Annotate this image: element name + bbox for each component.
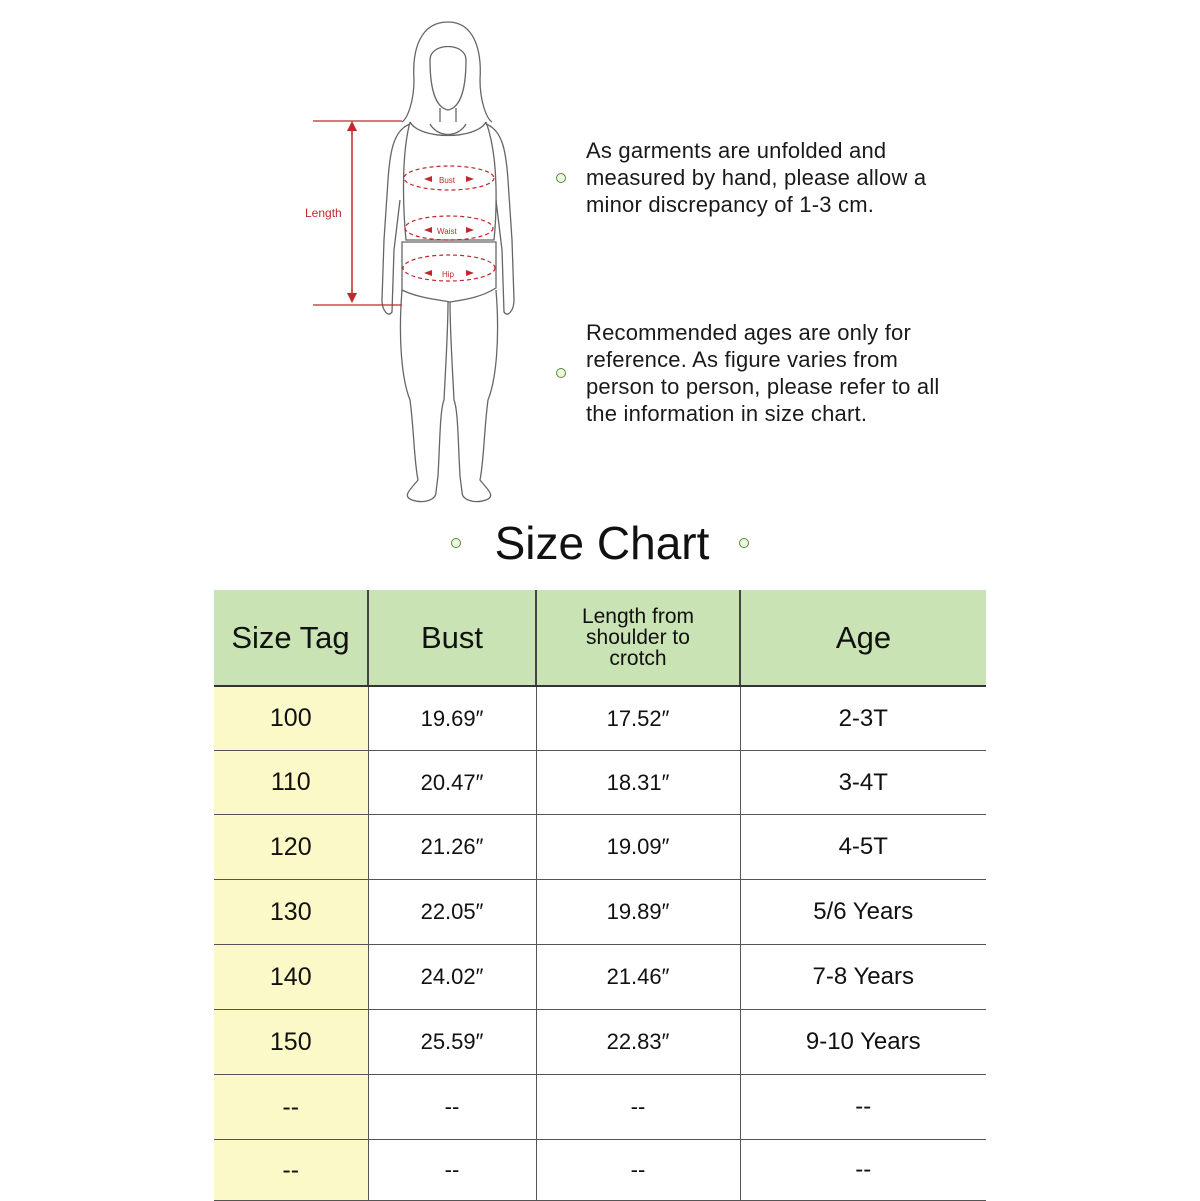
length-label: Length <box>305 206 342 220</box>
bullet-icon <box>451 538 461 548</box>
table-row <box>214 880 986 945</box>
cell-age: 7-8 Years <box>740 945 986 1010</box>
cell-bust: -- <box>368 1140 536 1201</box>
table-row <box>214 751 986 815</box>
size-chart-table <box>214 590 986 1201</box>
note-discrepancy <box>556 137 926 218</box>
cell-length: 21.46″ <box>536 945 740 1010</box>
note-text: As garments are unfolded and measured by hand, please allow a minor discrepancy of 1-3 cm. <box>586 138 927 217</box>
cell-size-tag: 100 <box>214 686 368 751</box>
cell-age: 2-3T <box>740 686 986 751</box>
bullet-icon <box>739 538 749 548</box>
cell-length: -- <box>536 1140 740 1201</box>
cell-size-tag: -- <box>214 1140 368 1201</box>
cell-bust: 20.47″ <box>368 751 536 815</box>
cell-age: 9-10 Years <box>740 1010 986 1075</box>
cell-length: 22.83″ <box>536 1010 740 1075</box>
cell-length: 17.52″ <box>536 686 740 751</box>
table-row <box>214 815 986 880</box>
header-size-tag: Size Tag <box>214 590 368 686</box>
note-recommended-ages <box>556 319 940 427</box>
cell-size-tag: 120 <box>214 815 368 880</box>
cell-size-tag: 150 <box>214 1010 368 1075</box>
table-row <box>214 686 986 751</box>
table-row <box>214 945 986 1010</box>
cell-length: -- <box>536 1075 740 1140</box>
bullet-icon <box>556 173 566 183</box>
table-header-row <box>214 590 986 686</box>
size-chart-heading <box>0 513 1200 573</box>
header-length: Length from shoulder to crotch <box>536 590 740 686</box>
table-row <box>214 1010 986 1075</box>
cell-length: 19.89″ <box>536 880 740 945</box>
cell-bust: 22.05″ <box>368 880 536 945</box>
cell-bust: 25.59″ <box>368 1010 536 1075</box>
page-title: Size Chart <box>494 517 710 569</box>
header-bust: Bust <box>368 590 536 686</box>
girl-figure-illustration <box>300 15 520 515</box>
figure-outline <box>382 22 514 502</box>
cell-length: 18.31″ <box>536 751 740 815</box>
header-age: Age <box>740 590 986 686</box>
cell-size-tag: -- <box>214 1075 368 1140</box>
cell-age: 5/6 Years <box>740 880 986 945</box>
waist-label: Waist <box>437 227 457 236</box>
measure-arrows <box>424 176 474 276</box>
note-text: Recommended ages are only for reference. As figure varies from person to person, please refer to all the information in size chart. <box>586 320 940 426</box>
table-row <box>214 1140 986 1201</box>
cell-age: 3-4T <box>740 751 986 815</box>
cell-bust: 19.69″ <box>368 686 536 751</box>
cell-age: -- <box>740 1075 986 1140</box>
cell-bust: -- <box>368 1075 536 1140</box>
cell-age: 4-5T <box>740 815 986 880</box>
cell-size-tag: 140 <box>214 945 368 1010</box>
cell-age: -- <box>740 1140 986 1201</box>
hip-label: Hip <box>442 270 455 279</box>
cell-bust: 21.26″ <box>368 815 536 880</box>
cell-length: 19.09″ <box>536 815 740 880</box>
table-row <box>214 1075 986 1140</box>
cell-size-tag: 130 <box>214 880 368 945</box>
cell-size-tag: 110 <box>214 751 368 815</box>
bust-label: Bust <box>439 176 456 185</box>
cell-bust: 24.02″ <box>368 945 536 1010</box>
bullet-icon <box>556 368 566 378</box>
